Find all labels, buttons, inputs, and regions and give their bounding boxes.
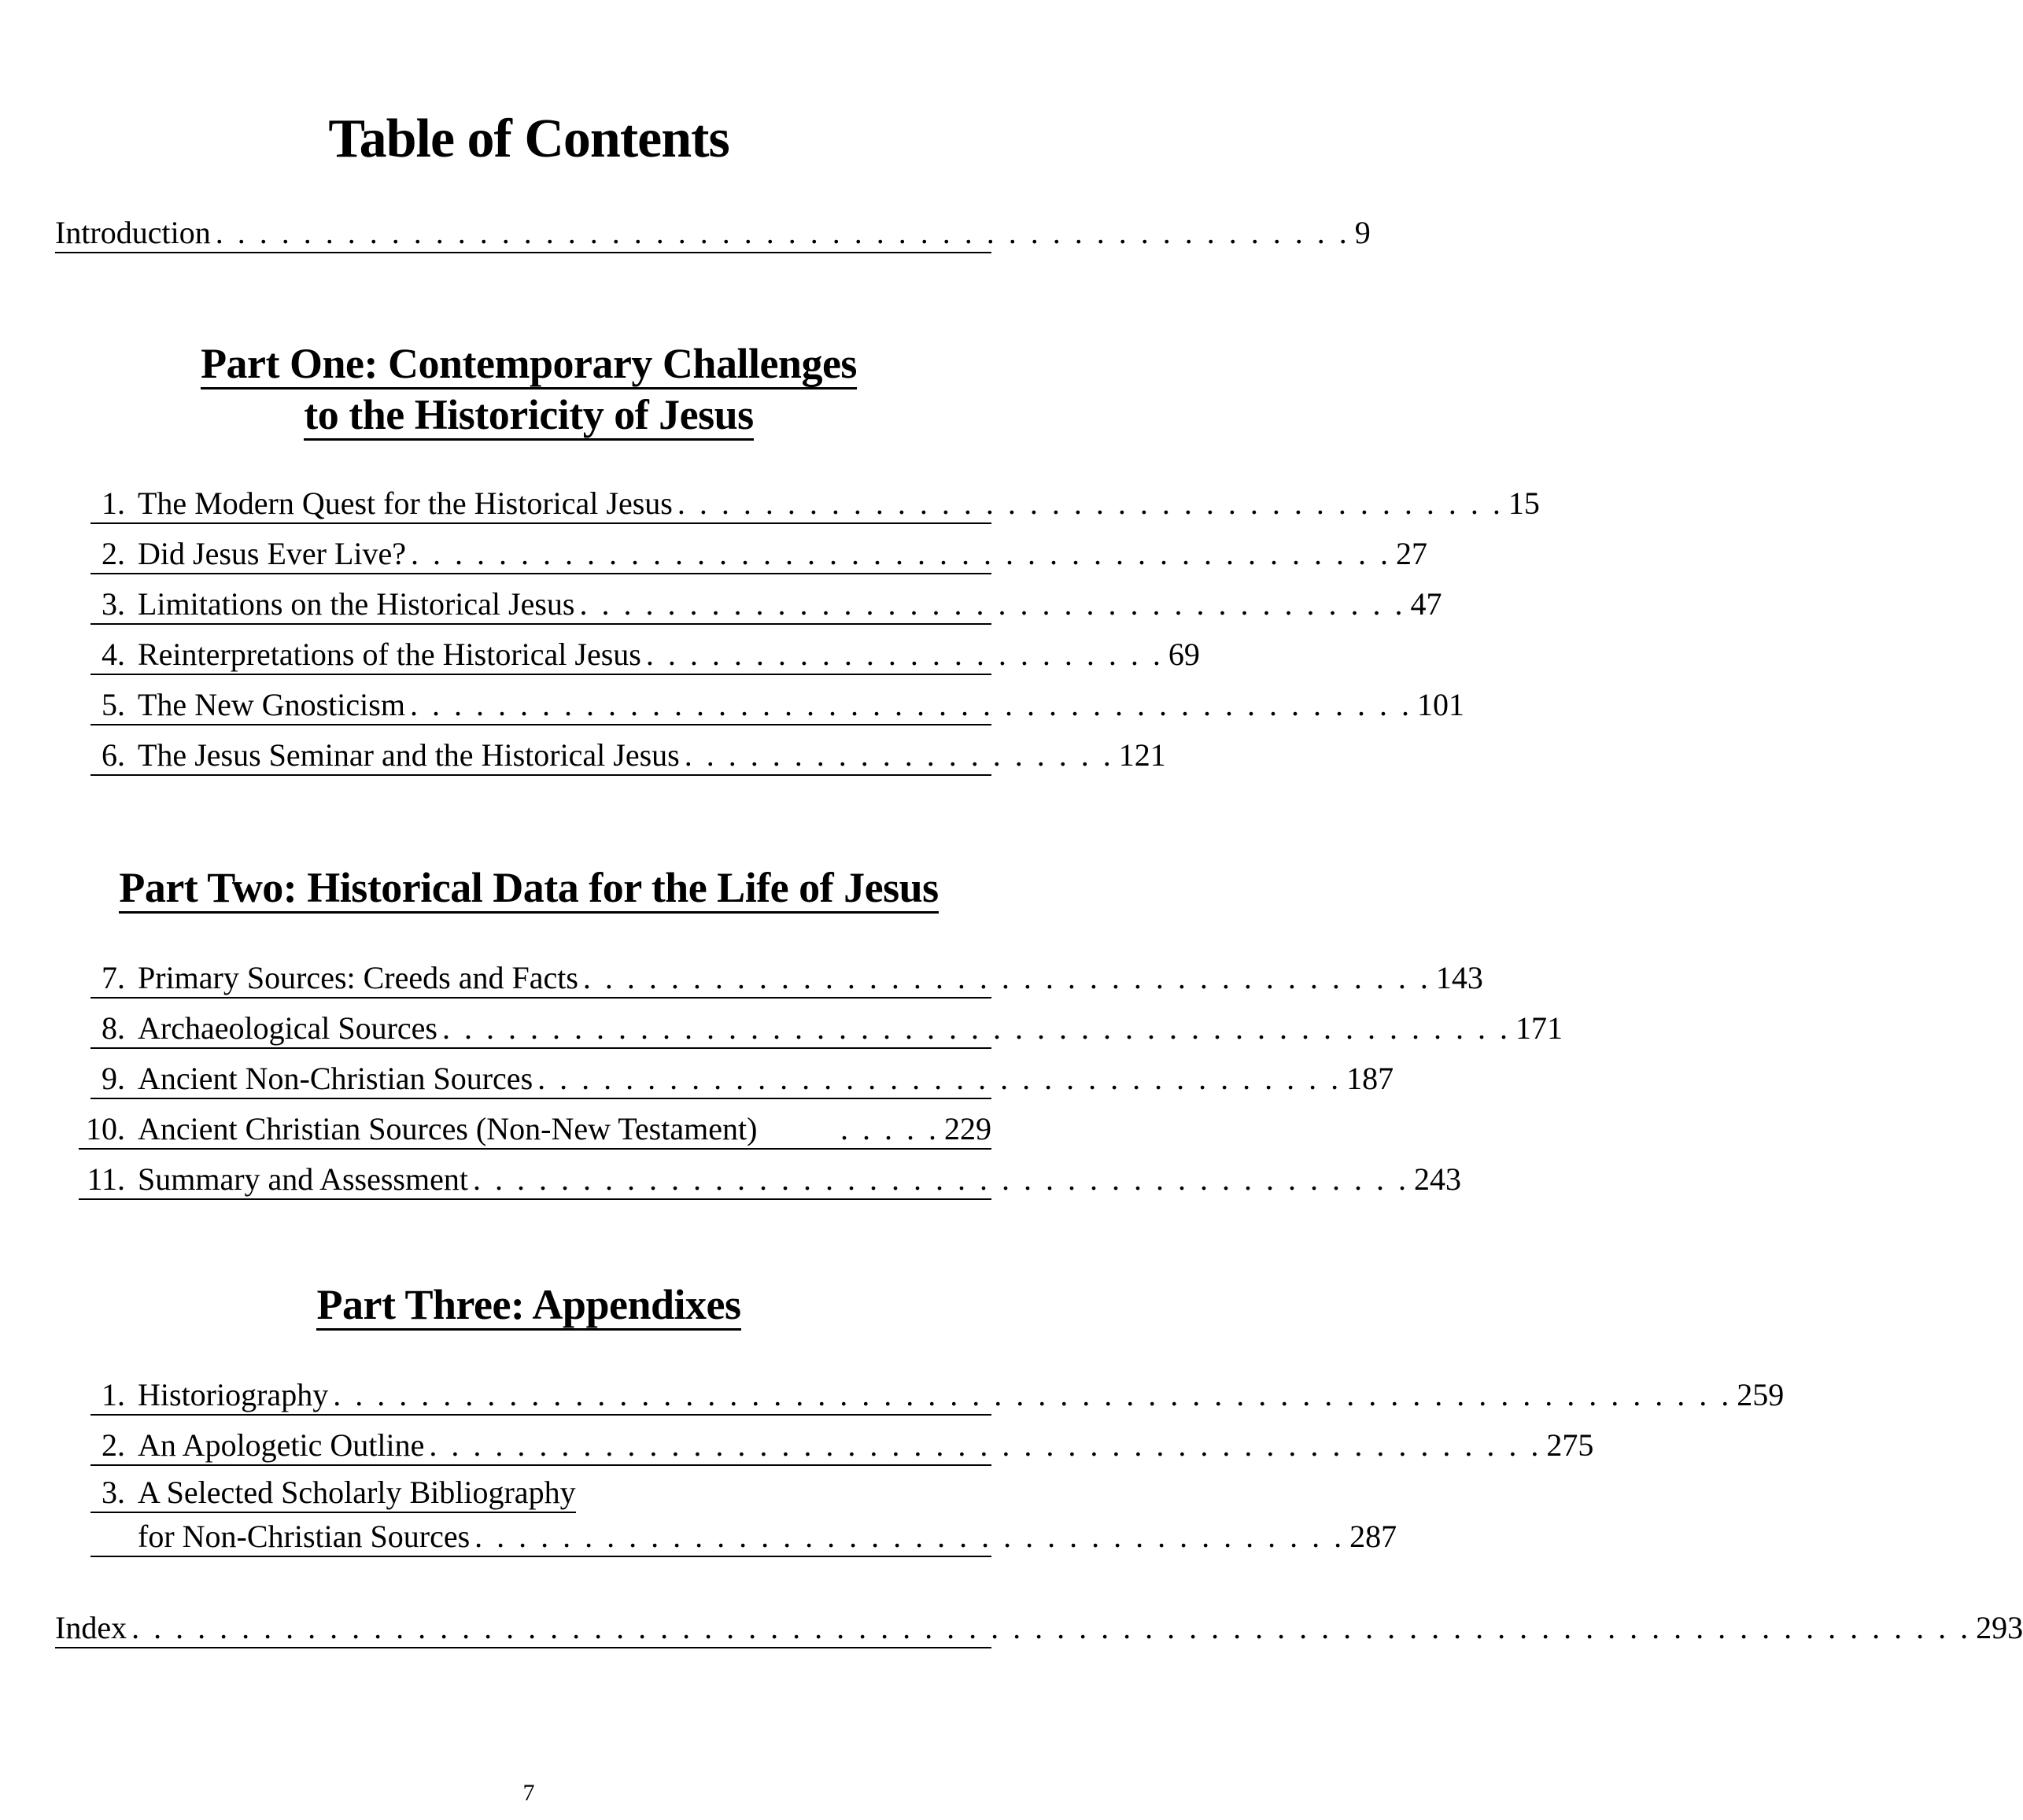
leader-dots: . . . . . . . . . . . . . . . . . . . . . . . . . . . . . . . . . . . . . (537, 1061, 1342, 1096)
toc-entry-chapter-1[interactable] (90, 482, 1540, 524)
toc-entry-chapter-9[interactable] (90, 1057, 1394, 1099)
toc-entry-label: Introduction (55, 215, 211, 250)
toc-entry-page: 243 (1413, 1161, 1461, 1197)
toc-entry-label: Limitations on the Historical Jesus (138, 586, 575, 622)
part-one-heading (0, 338, 1058, 441)
toc-entry-number: 6. (102, 737, 125, 773)
toc-entry-chapter-11[interactable] (79, 1157, 1461, 1200)
leader-dots: . . . . . . . . . . . . . . . . . . . . . . . . . . . . . . . . . . . . . . . (582, 960, 1431, 995)
leader-dots: . . . . . . . . . . . . . . . . . . . . . . . . . . . . . . . . . . . . . . . . . . . . . . . . . . . . . . . . . . . . . . . . (333, 1377, 1733, 1412)
toc-entry-number: 2. (102, 536, 125, 571)
toc-entry-chapter-3[interactable] (90, 582, 1442, 625)
part-three-heading (0, 1279, 1058, 1331)
toc-entry-introduction[interactable] (55, 211, 1371, 253)
toc-entry-page: 15 (1508, 485, 1540, 521)
toc-entry-index[interactable] (55, 1606, 2023, 1648)
toc-entry-number: 2. (102, 1427, 125, 1463)
toc-entry-page: 27 (1396, 536, 1428, 571)
toc-entry-number: 11. (87, 1161, 125, 1197)
page-title: Table of Contents (328, 109, 729, 169)
toc-entry-label: The Modern Quest for the Historical Jesus (138, 485, 673, 521)
toc-entry-page: 47 (1410, 586, 1442, 622)
toc-entry-page: 287 (1349, 1519, 1397, 1554)
leader-dots: . . . . . . . . . . . . . . . . . . . . . . . . (645, 637, 1164, 672)
toc-entry-page: 275 (1546, 1427, 1594, 1463)
toc-entry-page: 259 (1737, 1377, 1785, 1412)
toc-entry-number: 1. (102, 1377, 125, 1412)
leader-dots: . . . . . . . . . . . . . . . . . . . . . . . . . . . . . . . . . . . . . . . . . . . . . . (409, 687, 1412, 722)
toc-entry-number: 3. (102, 586, 125, 622)
leader-dots: . . . . . . . . . . . . . . . . . . . . . . . . . . . . . . . . . . . . . . . . . . . . . . . . . . . . . . . . . . . . . . . . . . . . . . . . . . . . . . . . . . . . (131, 1610, 1972, 1645)
toc-entry-label: Index (55, 1610, 127, 1645)
leader-dots: . . . . . . . . . . . . . . . . . . . . . . . . . . . . . . . . . . . . . . (677, 485, 1504, 521)
leader-dots: . . . . . . . . . . . . . . . . . . . . . . . . . . . . . . . . . . . . . . . . . . . (472, 1161, 1409, 1197)
toc-entry-appendix-1[interactable] (90, 1373, 1785, 1416)
toc-entry-label: Reinterpretations of the Historical Jesus (138, 637, 641, 672)
toc-entry-appendix-3[interactable] (90, 1474, 1397, 1557)
toc-entry-chapter-5[interactable] (90, 683, 1464, 725)
toc-entry-number: 3. (102, 1475, 125, 1510)
toc-entry-label: Ancient Non-Christian Sources (138, 1061, 533, 1096)
toc-entry-label: An Apologetic Outline (138, 1427, 425, 1463)
toc-entry-number: 7. (102, 960, 125, 995)
toc-entry-number: 10. (86, 1111, 125, 1146)
leader-dots: . . . . . (840, 1111, 940, 1146)
toc-entry-page: 121 (1118, 737, 1166, 773)
toc-entry-page: 229 (944, 1111, 991, 1146)
toc-entry-label: Primary Sources: Creeds and Facts (138, 960, 578, 995)
leader-dots: . . . . . . . . . . . . . . . . . . . . . . . . . . . . . . . . . . . . . . (579, 586, 1406, 622)
toc-entry-page: 101 (1416, 687, 1464, 722)
leader-dots: . . . . . . . . . . . . . . . . . . . . . . . . . . . . . . . . . . . . . . . . . . . . . . . . . (441, 1010, 1511, 1046)
toc-entry-chapter-2[interactable] (90, 532, 1428, 574)
part-two-heading (0, 862, 1058, 914)
toc-entry-chapter-8[interactable] (90, 1006, 1563, 1049)
toc-entry-page: 171 (1515, 1010, 1563, 1046)
toc-entry-label: Archaeological Sources (138, 1010, 437, 1046)
toc-entry-page: 187 (1346, 1061, 1394, 1096)
toc-entry-label-line2: for Non-Christian Sources (138, 1519, 471, 1554)
toc-entry-page: 143 (1435, 960, 1483, 995)
toc-entry-chapter-6[interactable] (90, 733, 1166, 776)
leader-dots: . . . . . . . . . . . . . . . . . . . . . . . . . . . . . . . . . . . . . . . . (474, 1519, 1346, 1554)
leader-dots: . . . . . . . . . . . . . . . . . . . . . . . . . . . . . . . . . . . . . . . . . . . . . . . . . . . (429, 1427, 1542, 1463)
toc-entry-label: Summary and Assessment (138, 1161, 468, 1197)
part-two-heading-text: Part Two: Historical Data for the Life of Jesus (119, 864, 938, 914)
part-three-heading-text: Part Three: Appendixes (316, 1281, 740, 1331)
toc-entry-label: The Jesus Seminar and the Historical Jesus (138, 737, 680, 773)
toc-entry-number: 1. (102, 485, 125, 521)
toc-entry-first-line (90, 1474, 576, 1513)
toc-entry-page: 69 (1168, 637, 1200, 672)
part-one-heading-line1: Part One: Contemporary Challenges (201, 340, 857, 389)
toc-entry-chapter-7[interactable] (90, 956, 1483, 999)
toc-entry-number: 9. (102, 1061, 125, 1096)
toc-entry-chapter-10[interactable] (79, 1107, 991, 1150)
toc-entry-number: 8. (102, 1010, 125, 1046)
toc-entry-appendix-2[interactable] (90, 1423, 1594, 1466)
toc-entry-page: 293 (1976, 1610, 2023, 1645)
leader-dots: . . . . . . . . . . . . . . . . . . . . (684, 737, 1114, 773)
toc-entry-number: 5. (102, 687, 125, 722)
toc-entry-label: Ancient Christian Sources (Non-New Testament) (138, 1111, 758, 1146)
toc-entry-label-line1: A Selected Scholarly Bibliography (138, 1475, 576, 1510)
toc-entry-label: Did Jesus Ever Live? (138, 536, 407, 571)
toc-entry-chapter-4[interactable] (90, 633, 1200, 675)
part-one-heading-line2: to the Historicity of Jesus (304, 391, 753, 441)
leader-dots: . . . . . . . . . . . . . . . . . . . . . . . . . . . . . . . . . . . . . . . . . . . . . (411, 536, 1392, 571)
toc-entry-label: The New Gnosticism (138, 687, 405, 722)
toc-entry-page: 9 (1354, 215, 1371, 250)
toc-entry-label: Historiography (138, 1377, 329, 1412)
page-number: 7 (522, 1780, 535, 1806)
toc-entry-number: 4. (102, 637, 125, 672)
leader-dots: . . . . . . . . . . . . . . . . . . . . . . . . . . . . . . . . . . . . . . . . . . . . . . . . . . . . (215, 215, 1350, 250)
